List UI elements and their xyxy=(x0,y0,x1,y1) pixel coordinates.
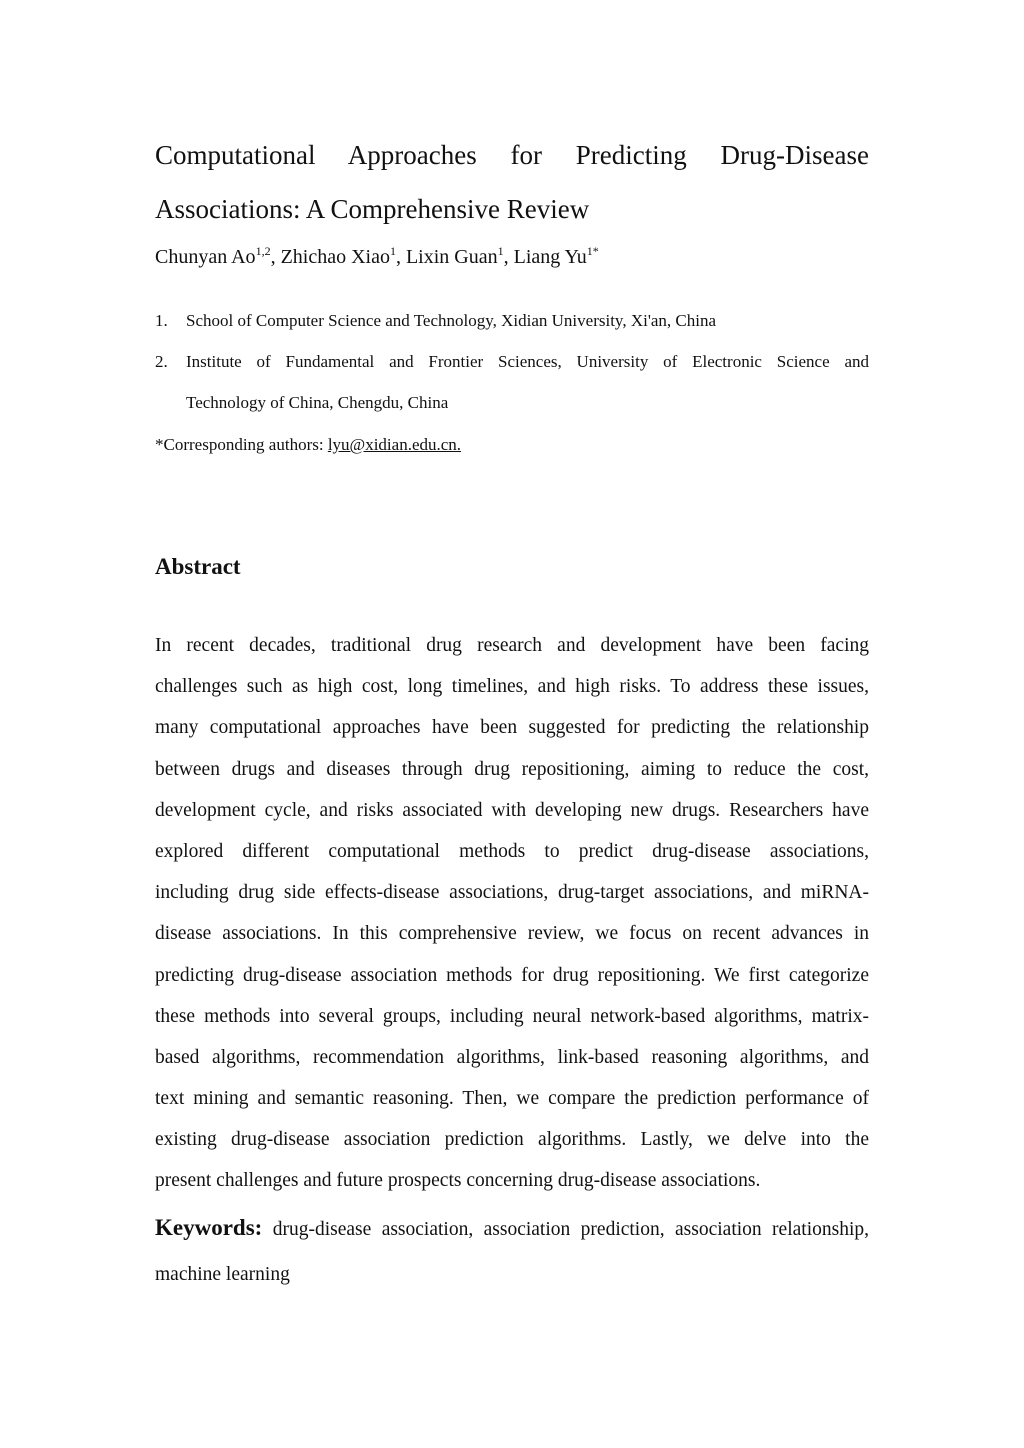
author-affiliation-mark: 1,2 xyxy=(255,244,271,258)
corresponding-email-link[interactable]: lyu@xidian.edu.cn. xyxy=(327,435,462,454)
author-name: Zhichao Xiao xyxy=(280,246,390,268)
affiliation-number: 2. xyxy=(155,352,168,371)
author-separator: , xyxy=(270,246,281,268)
paper-title xyxy=(155,128,869,236)
abstract-line: explored different computational methods to predict drug-disease associations, xyxy=(155,840,869,862)
keywords-label: Keywords: xyxy=(155,1215,263,1240)
abstract-line: challenges such as high cost, long timelines, and high risks. To address these issues, xyxy=(155,676,869,698)
abstract-line: predicting drug-disease association methods for drug repositioning. We first categorize xyxy=(155,964,869,986)
author-name: Chunyan Ao xyxy=(155,246,256,268)
abstract-line: In recent decades, traditional drug research and development have been facing xyxy=(155,635,869,656)
abstract-line: many computational approaches have been suggested for predicting the relationship xyxy=(155,717,869,739)
author-affiliation-mark: 1* xyxy=(586,244,599,258)
affiliation-item xyxy=(155,341,869,423)
affiliation-text-line: Technology of China, Chengdu, China xyxy=(186,393,449,412)
abstract-line: existing drug-disease association prediction algorithms. Lastly, we delve into the xyxy=(155,1129,869,1151)
affiliation-text-line: Institute of Fundamental and Frontier Sciences, University of Electronic Science and xyxy=(186,352,869,371)
author-separator: , xyxy=(395,246,406,268)
abstract-line: present challenges and future prospects concerning drug-disease associations. xyxy=(155,1170,761,1192)
affiliation-text: School of Computer Science and Technology, Xidian University, Xi'an, China xyxy=(186,311,717,330)
author-affiliation-mark: 1 xyxy=(497,244,504,258)
author-separator: , xyxy=(503,246,514,268)
keywords-line xyxy=(155,1205,869,1252)
abstract-line: these methods into several groups, including neural network-based algorithms, matrix- xyxy=(155,1005,869,1027)
title-line-1: Computational Approaches for Predicting Drug-Disease xyxy=(155,140,869,170)
keywords-text-continued: machine learning xyxy=(155,1264,290,1285)
title-line-2: Associations: A Comprehensive Review xyxy=(155,194,590,224)
abstract-line: between drugs and diseases through drug repositioning, aiming to reduce the cost, xyxy=(155,758,869,780)
corresponding-author xyxy=(155,431,461,459)
abstract-line: development cycle, and risks associated with developing new drugs. Researchers have xyxy=(155,799,869,821)
author-affiliation-mark: 1 xyxy=(389,244,396,258)
abstract-line: based algorithms, recommendation algorithms, link-based reasoning algorithms, and xyxy=(155,1046,869,1068)
affiliation-number: 1. xyxy=(155,311,168,330)
abstract-line: text mining and semantic reasoning. Then, we compare the prediction performance of xyxy=(155,1088,869,1110)
abstract-heading: Abstract xyxy=(155,554,241,579)
abstract-line: including drug side effects-disease associations, drug-target associations, and miRNA- xyxy=(155,882,869,904)
affiliation-text xyxy=(186,341,869,423)
paper-page xyxy=(155,0,869,1448)
abstract-body xyxy=(155,625,869,1202)
author-list xyxy=(155,243,599,271)
corresponding-label: *Corresponding authors: xyxy=(155,435,328,454)
affiliation-item xyxy=(155,300,869,341)
keywords-section xyxy=(155,1205,869,1297)
author-name: Liang Yu xyxy=(513,246,587,268)
keywords-text: drug-disease association, association prediction, association relationship, xyxy=(262,1219,869,1240)
author-name: Lixin Guan xyxy=(405,246,498,268)
affiliation-list xyxy=(155,300,869,423)
abstract-line: disease associations. In this comprehensive review, we focus on recent advances in xyxy=(155,923,869,945)
